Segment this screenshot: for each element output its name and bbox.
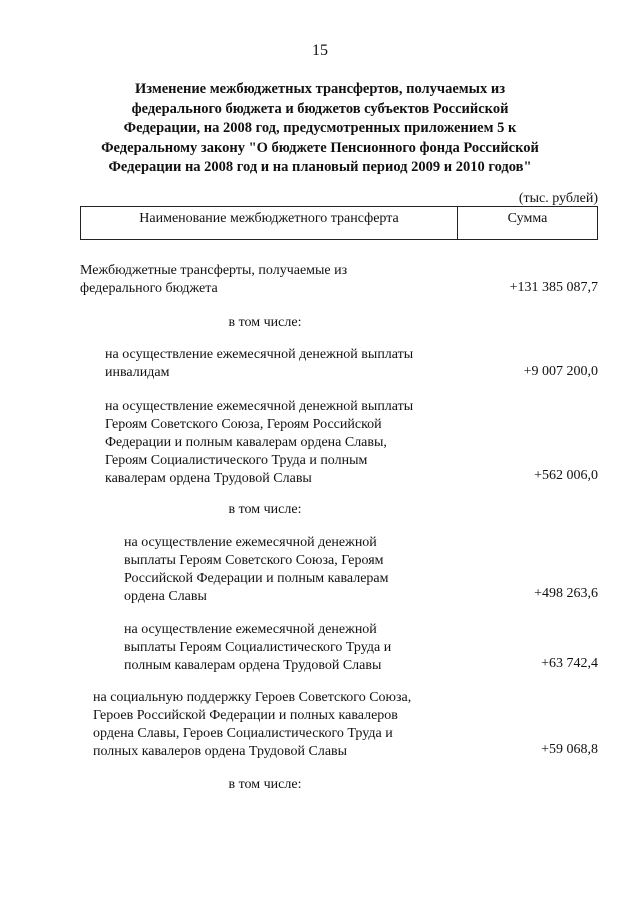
subtotal-label: в том числе: (228, 315, 302, 330)
subtotal-label: в том числе: (228, 502, 302, 517)
subtotal-label: в том числе: (228, 777, 302, 792)
column-header-sum: Сумма (507, 211, 548, 226)
units-label: (тыс. рублей) (518, 191, 598, 206)
column-header-name: Наименование межбюджетного трансферта (139, 211, 399, 226)
row-description: на социальную поддержку Героев Советского Союза, Героев Российской Федерации и полных кавалеров ордена Славы, Героев Социалистического Труда и полных кавалеров ордена Трудовой Славы (93, 690, 412, 759)
table-row (105, 346, 485, 382)
row-amount: +9 007 200,0 (523, 364, 598, 379)
row-description: на осуществление ежемесячной денежной выплаты Героям Советского Союза, Героям Российской Федерации и полным кавалерам ордена Славы (124, 535, 389, 604)
table-row (124, 534, 484, 606)
document-title: Изменение межбюджетных трансфертов, получаемых из федерального бюджета и бюджетов субъектов Российской Федерации, на 2008 год, предусмотренных приложением 5 к Федеральному закону "О бюджете Пенсионного фонда Российской Федерации на 2008 год и на плановый период 2009 и 2010 годов" (101, 81, 539, 175)
row-amount: +63 742,4 (541, 656, 598, 671)
row-description: Межбюджетные трансферты, получаемые из федерального бюджета (80, 263, 348, 296)
row-amount: +498 263,6 (534, 586, 598, 601)
row-description: на осуществление ежемесячной денежной выплаты Героям Социалистического Труда и полным кавалерам ордена Трудовой Славы (124, 622, 392, 673)
table-header (80, 206, 598, 240)
row-amount: +131 385 087,7 (509, 280, 598, 295)
page-number: 15 (312, 42, 328, 59)
table-row (80, 262, 480, 298)
row-amount: +59 068,8 (541, 742, 598, 757)
row-amount: +562 006,0 (534, 468, 598, 483)
row-description: на осуществление ежемесячной денежной выплаты Героям Советского Союза, Героям Российской Федерации и полным кавалерам ордена Славы, Героям Социалистического Труда и полным кавалерам ордена Трудовой Славы (105, 399, 414, 486)
table-row (124, 621, 484, 675)
table-row (105, 398, 485, 488)
table-row (93, 689, 493, 761)
row-description: на осуществление ежемесячной денежной выплаты инвалидам (105, 347, 414, 380)
